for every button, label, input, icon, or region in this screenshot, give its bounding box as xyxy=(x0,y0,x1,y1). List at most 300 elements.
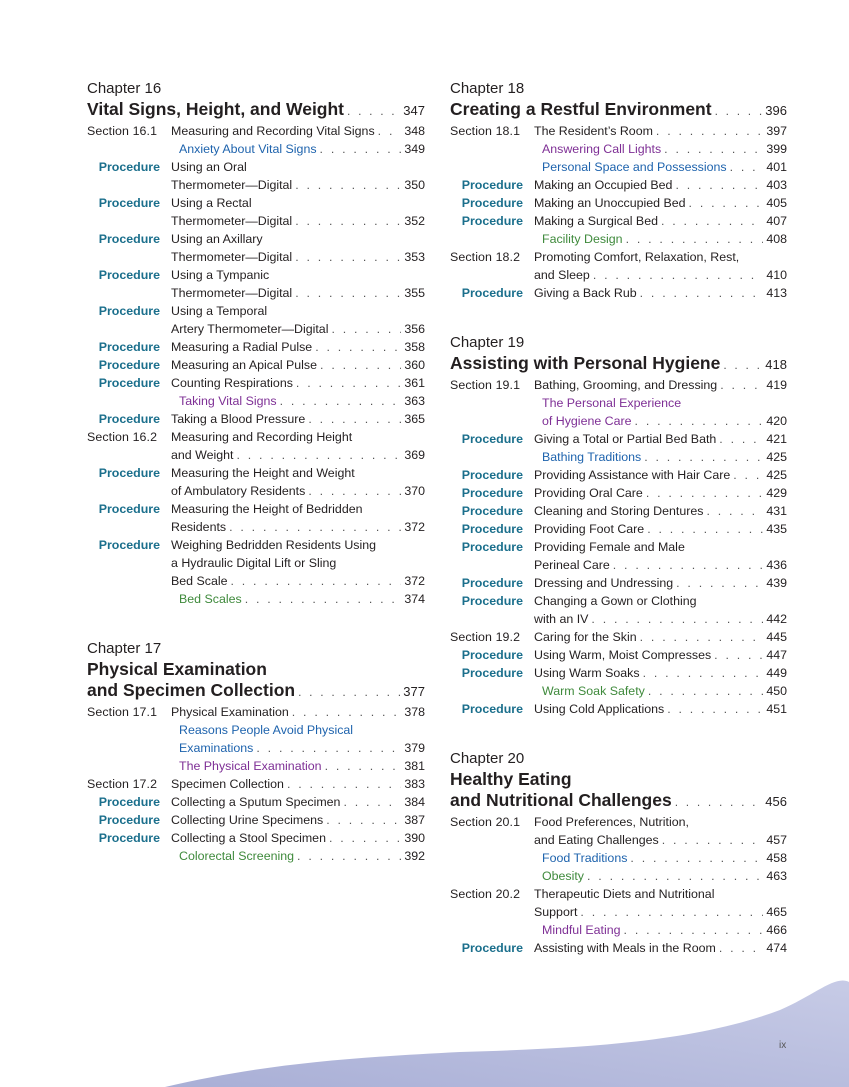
page-number: 383 xyxy=(404,777,425,791)
toc-line xyxy=(534,831,787,849)
page-number: 456 xyxy=(765,794,787,809)
entry-title xyxy=(179,757,425,775)
procedure-label: Procedure xyxy=(461,941,523,955)
label-spacer xyxy=(450,849,523,867)
toc-entry-section[interactable] xyxy=(450,813,787,849)
toc-entry-procedure[interactable] xyxy=(87,194,425,230)
page-number: 403 xyxy=(766,178,787,192)
toc-line xyxy=(534,939,787,957)
toc-line xyxy=(542,230,787,248)
toc-line xyxy=(542,849,787,867)
dot-leader xyxy=(326,811,401,829)
section-label: Section 19.1 xyxy=(450,378,521,392)
entry-text: Cleaning and Storing Dentures xyxy=(534,504,704,518)
page-number: 457 xyxy=(766,833,787,847)
toc-entry-procedure[interactable] xyxy=(87,811,425,829)
dot-leader xyxy=(378,122,402,140)
toc-line xyxy=(542,448,787,466)
toc-entry-feature[interactable] xyxy=(87,847,425,865)
toc-entry-feature[interactable] xyxy=(450,448,787,466)
toc-line xyxy=(534,574,787,592)
entry-text-line: Measuring and Recording Height xyxy=(171,430,353,444)
toc-line xyxy=(534,284,787,302)
chapter-label: Chapter 18 xyxy=(450,80,525,97)
dot-leader xyxy=(296,374,401,392)
dot-leader xyxy=(723,355,762,376)
section-label: Section 19.2 xyxy=(450,630,521,644)
entry-title xyxy=(542,921,787,939)
toc-entry-feature[interactable] xyxy=(87,140,425,158)
chapter-block xyxy=(450,79,787,302)
dot-leader xyxy=(648,682,763,700)
dot-leader xyxy=(676,574,763,592)
toc-entry-feature[interactable] xyxy=(450,921,787,939)
entry-title xyxy=(179,590,425,608)
entry-title xyxy=(179,392,425,410)
dot-leader xyxy=(644,448,763,466)
dot-leader xyxy=(297,847,401,865)
toc-entry-procedure[interactable] xyxy=(87,536,425,590)
entry-text: and Specimen Collection xyxy=(87,680,296,700)
entry-title xyxy=(171,338,425,356)
entry-title xyxy=(534,248,787,284)
page-number: 356 xyxy=(404,322,425,336)
entry-text: Colorectal Screening xyxy=(179,849,295,863)
page-number: 401 xyxy=(766,160,787,174)
toc-entry-procedure[interactable] xyxy=(87,500,425,536)
toc-line xyxy=(542,140,787,158)
entry-title xyxy=(534,939,787,957)
page-number: 451 xyxy=(766,702,787,716)
page-number: 352 xyxy=(404,214,425,228)
procedure-label: Procedure xyxy=(98,795,160,809)
entry-text: Thermometer—Digital xyxy=(171,214,293,228)
toc-line xyxy=(171,811,425,829)
toc-entry-procedure[interactable] xyxy=(87,793,425,811)
entry-text: Giving a Total or Partial Bed Bath xyxy=(534,432,717,446)
entry-text: and Sleep xyxy=(534,268,590,282)
page-number: 421 xyxy=(766,432,787,446)
procedure-label: Procedure xyxy=(98,538,160,552)
entry-text: of Hygiene Care xyxy=(542,414,632,428)
entry-text: Artery Thermometer—Digital xyxy=(171,322,329,336)
procedure-label: Procedure xyxy=(98,340,160,354)
entry-text: Vital Signs, Height, and Weight xyxy=(87,99,345,119)
toc-entry-procedure[interactable] xyxy=(450,466,787,484)
label-spacer xyxy=(450,158,523,176)
toc-line xyxy=(171,284,425,302)
entry-text: and Eating Challenges xyxy=(534,833,659,847)
dot-leader xyxy=(647,520,763,538)
toc-line xyxy=(534,556,787,574)
toc-entry-procedure[interactable] xyxy=(450,502,787,520)
chapter-block xyxy=(87,639,425,865)
toc-entry-procedure[interactable] xyxy=(450,592,787,628)
label-spacer xyxy=(87,392,160,410)
toc-entry-procedure[interactable] xyxy=(450,939,787,957)
entry-title xyxy=(534,194,787,212)
toc-entry-procedure[interactable] xyxy=(450,700,787,718)
chapter-title xyxy=(87,99,425,122)
entry-text: Providing Foot Care xyxy=(534,522,645,536)
entry-text: Perineal Care xyxy=(534,558,610,572)
dot-leader xyxy=(320,140,402,158)
entry-text: Measuring and Recording Vital Signs xyxy=(171,124,375,138)
dot-leader xyxy=(325,757,402,775)
entry-title xyxy=(534,628,787,646)
dot-leader xyxy=(343,793,401,811)
entry-text: Collecting a Stool Specimen xyxy=(171,831,326,845)
toc-entry-feature[interactable] xyxy=(87,590,425,608)
procedure-label: Procedure xyxy=(461,576,523,590)
toc-line xyxy=(171,703,425,721)
entry-title xyxy=(534,484,787,502)
page-number: 397 xyxy=(766,124,787,138)
toc-entry-section[interactable] xyxy=(87,428,425,464)
toc-entry-section[interactable] xyxy=(450,122,787,140)
entry-text-line: Weighing Bedridden Residents Using xyxy=(171,538,377,552)
toc-entry-procedure[interactable] xyxy=(450,194,787,212)
entry-text: Support xyxy=(534,905,578,919)
page-number: 465 xyxy=(766,905,787,919)
page-number: 365 xyxy=(404,412,425,426)
toc-line xyxy=(179,140,425,158)
page-number: 405 xyxy=(766,196,787,210)
toc-entry-procedure[interactable] xyxy=(450,484,787,502)
dot-leader xyxy=(624,921,764,939)
label-spacer xyxy=(87,847,160,865)
page-number: 379 xyxy=(404,741,425,755)
entry-title xyxy=(171,194,425,230)
toc-line xyxy=(179,590,425,608)
toc-entry-section[interactable] xyxy=(450,376,787,394)
toc-line xyxy=(87,99,425,122)
entry-text-line: Providing Female and Male xyxy=(534,540,685,554)
section-label: Section 16.2 xyxy=(87,430,158,444)
chapter-title xyxy=(87,659,425,703)
toc-line xyxy=(534,376,787,394)
toc-entry-section[interactable] xyxy=(87,703,425,721)
entry-text: Examinations xyxy=(179,741,254,755)
dot-leader xyxy=(715,101,763,122)
entry-title xyxy=(171,703,425,721)
page-number: 439 xyxy=(766,576,787,590)
toc-entry-feature[interactable] xyxy=(450,682,787,700)
toc-line xyxy=(534,266,787,284)
entry-text: Using Cold Applications xyxy=(534,702,665,716)
toc-entry-procedure[interactable] xyxy=(87,464,425,500)
toc-entry-procedure[interactable] xyxy=(450,520,787,538)
dot-leader xyxy=(664,140,763,158)
toc-entry-procedure[interactable] xyxy=(87,338,425,356)
page-number: 413 xyxy=(766,286,787,300)
toc-entry-feature[interactable] xyxy=(450,867,787,885)
toc-entry-feature[interactable] xyxy=(87,392,425,410)
entry-text: Collecting a Sputum Specimen xyxy=(171,795,341,809)
dot-leader xyxy=(643,664,764,682)
page-number: 445 xyxy=(766,630,787,644)
page-number: 369 xyxy=(404,448,425,462)
entry-title xyxy=(542,394,787,430)
toc-entry-feature[interactable] xyxy=(450,230,787,248)
dot-leader xyxy=(331,320,401,338)
dot-leader xyxy=(245,590,402,608)
entry-text: Providing Assistance with Hair Care xyxy=(534,468,731,482)
toc-line xyxy=(450,353,787,376)
entry-text: Bed Scales xyxy=(179,592,242,606)
entry-title xyxy=(179,847,425,865)
dot-leader xyxy=(308,482,401,500)
entry-text: Mindful Eating xyxy=(542,923,621,937)
toc-entry-procedure[interactable] xyxy=(450,646,787,664)
toc-entry-procedure[interactable] xyxy=(87,356,425,374)
chapter-label: Chapter 17 xyxy=(87,640,162,657)
page-number: 425 xyxy=(766,450,787,464)
toc-entry-procedure[interactable] xyxy=(87,410,425,428)
dot-leader xyxy=(640,628,764,646)
page-number: 449 xyxy=(766,666,787,680)
entry-text: Thermometer—Digital xyxy=(171,178,293,192)
page-number: 353 xyxy=(404,250,425,264)
dot-leader xyxy=(593,266,764,284)
toc-line xyxy=(542,158,787,176)
page-number: 399 xyxy=(766,142,787,156)
toc-entry-procedure[interactable] xyxy=(87,266,425,302)
toc-entry-procedure[interactable] xyxy=(87,829,425,847)
dot-leader xyxy=(329,829,401,847)
toc-entry-procedure[interactable] xyxy=(450,538,787,574)
toc-entry-feature[interactable] xyxy=(87,721,425,757)
dot-leader xyxy=(320,356,401,374)
procedure-label: Procedure xyxy=(461,196,523,210)
entry-text-line: Promoting Comfort, Relaxation, Rest, xyxy=(534,250,740,264)
chapter-block xyxy=(450,749,787,957)
chapter-title-line: Physical Examination xyxy=(87,659,267,679)
toc-line xyxy=(171,338,425,356)
toc-entry-procedure[interactable] xyxy=(87,374,425,392)
page-number: 377 xyxy=(403,684,425,699)
entry-title xyxy=(534,700,787,718)
entry-text: Thermometer—Digital xyxy=(171,250,293,264)
entry-text: Providing Oral Care xyxy=(534,486,643,500)
toc-entry-procedure[interactable] xyxy=(87,158,425,194)
toc-entry-procedure[interactable] xyxy=(450,664,787,682)
toc-line xyxy=(171,410,425,428)
toc-entry-procedure[interactable] xyxy=(450,176,787,194)
page-number: 381 xyxy=(404,759,425,773)
page-number: 436 xyxy=(766,558,787,572)
dot-leader xyxy=(733,466,763,484)
toc-entry-procedure[interactable] xyxy=(450,430,787,448)
dot-leader xyxy=(295,176,401,194)
dot-leader xyxy=(719,939,764,957)
toc-line xyxy=(171,356,425,374)
label-spacer xyxy=(87,590,160,608)
page-number: 349 xyxy=(404,142,425,156)
entry-text-line: Changing a Gown or Clothing xyxy=(534,594,697,608)
procedure-label: Procedure xyxy=(98,358,160,372)
procedure-label: Procedure xyxy=(461,468,523,482)
toc-line xyxy=(450,790,787,813)
toc-entry-feature[interactable] xyxy=(450,394,787,430)
page-number: 463 xyxy=(766,869,787,883)
toc-line xyxy=(171,320,425,338)
dot-leader xyxy=(675,176,763,194)
section-label: Section 18.1 xyxy=(450,124,521,138)
entry-text: Bathing, Grooming, and Dressing xyxy=(534,378,718,392)
toc-line xyxy=(534,646,787,664)
procedure-label: Procedure xyxy=(461,486,523,500)
entry-title xyxy=(542,140,787,158)
entry-text: Measuring an Apical Pulse xyxy=(171,358,318,372)
toc-entry-feature[interactable] xyxy=(450,158,787,176)
entry-text-line: Using a Tympanic xyxy=(171,268,270,282)
entry-text: with an IV xyxy=(534,612,589,626)
toc-entry-procedure[interactable] xyxy=(87,230,425,266)
entry-text: and Weight xyxy=(171,448,234,462)
toc-entry-section[interactable] xyxy=(450,885,787,921)
entry-title xyxy=(171,500,425,536)
dot-leader xyxy=(719,430,763,448)
page-number: 474 xyxy=(766,941,787,955)
entry-title xyxy=(171,266,425,302)
procedure-label: Procedure xyxy=(461,214,523,228)
toc-line xyxy=(179,757,425,775)
page-number: 420 xyxy=(766,414,787,428)
toc-line xyxy=(534,430,787,448)
toc-entry-feature[interactable] xyxy=(87,757,425,775)
page-number: ix xyxy=(779,1040,787,1051)
toc-entry-procedure[interactable] xyxy=(450,574,787,592)
entry-title xyxy=(534,284,787,302)
entry-title xyxy=(534,212,787,230)
entry-title xyxy=(171,356,425,374)
section-label: Section 16.1 xyxy=(87,124,158,138)
section-label: Section 20.1 xyxy=(450,815,521,829)
toc-entry-procedure[interactable] xyxy=(87,302,425,338)
page-number: 390 xyxy=(404,831,425,845)
entry-title xyxy=(534,664,787,682)
entry-text: Physical Examination xyxy=(171,705,289,719)
chapter-label: Chapter 20 xyxy=(450,750,525,767)
dot-leader xyxy=(236,446,401,464)
toc-entry-section[interactable] xyxy=(87,122,425,140)
page-number: 466 xyxy=(766,923,787,937)
label-spacer xyxy=(87,721,160,757)
procedure-label: Procedure xyxy=(461,648,523,662)
toc-line xyxy=(171,374,425,392)
procedure-label: Procedure xyxy=(98,160,160,174)
toc-column-right xyxy=(450,79,787,988)
entry-text: and Nutritional Challenges xyxy=(450,790,672,810)
toc-column-left xyxy=(87,79,425,896)
entry-title xyxy=(534,592,787,628)
page-number: 348 xyxy=(404,124,425,138)
procedure-label: Procedure xyxy=(461,432,523,446)
toc-entry-feature[interactable] xyxy=(450,140,787,158)
page-number: 447 xyxy=(766,648,787,662)
page-number: 372 xyxy=(404,520,425,534)
procedure-label: Procedure xyxy=(98,196,160,210)
entry-title xyxy=(171,428,425,464)
entry-title xyxy=(542,682,787,700)
page-number: 408 xyxy=(766,232,787,246)
page-number: 387 xyxy=(404,813,425,827)
entry-title xyxy=(534,176,787,194)
toc-line xyxy=(534,664,787,682)
toc-entry-section[interactable] xyxy=(450,248,787,284)
entry-text: Specimen Collection xyxy=(171,777,284,791)
label-spacer xyxy=(450,682,523,700)
dot-leader xyxy=(640,284,764,302)
dot-leader xyxy=(280,392,402,410)
entry-text: Dressing and Undressing xyxy=(534,576,674,590)
entry-title xyxy=(171,158,425,194)
entry-text-line: Using a Temporal xyxy=(171,304,268,318)
entry-title xyxy=(534,646,787,664)
page-number: 431 xyxy=(766,504,787,518)
toc-entry-procedure[interactable] xyxy=(450,284,787,302)
label-spacer xyxy=(450,140,523,158)
section-label: Section 17.2 xyxy=(87,777,158,791)
page-number: 384 xyxy=(404,795,425,809)
dot-leader xyxy=(675,792,763,813)
toc-line xyxy=(179,847,425,865)
dot-leader xyxy=(229,518,401,536)
chapter-block xyxy=(450,333,787,718)
label-spacer xyxy=(450,867,523,885)
entry-text: The Resident’s Room xyxy=(534,124,653,138)
toc-entry-procedure[interactable] xyxy=(450,212,787,230)
toc-entry-feature[interactable] xyxy=(450,849,787,867)
entry-title xyxy=(534,885,787,921)
procedure-label: Procedure xyxy=(461,702,523,716)
entry-title xyxy=(534,376,787,394)
toc-entry-section[interactable] xyxy=(450,628,787,646)
page-number: 372 xyxy=(404,574,425,588)
entry-title xyxy=(534,502,787,520)
dot-leader xyxy=(591,610,763,628)
entry-title xyxy=(171,374,425,392)
entry-title xyxy=(534,538,787,574)
dot-leader xyxy=(347,101,400,122)
entry-text: The Physical Examination xyxy=(179,759,322,773)
entry-title xyxy=(171,536,425,590)
dot-leader xyxy=(298,682,400,703)
toc-entry-section[interactable] xyxy=(87,775,425,793)
toc-line xyxy=(534,520,787,538)
dot-leader xyxy=(230,572,401,590)
entry-text: Measuring a Radial Pulse xyxy=(171,340,313,354)
entry-title xyxy=(179,140,425,158)
page-number: 418 xyxy=(765,357,787,372)
entry-title xyxy=(171,775,425,793)
page-number: 361 xyxy=(404,376,425,390)
dot-leader xyxy=(689,194,764,212)
page-number: 458 xyxy=(766,851,787,865)
page-number: 355 xyxy=(404,286,425,300)
dot-leader xyxy=(580,903,763,921)
dot-leader xyxy=(287,775,401,793)
procedure-label: Procedure xyxy=(98,268,160,282)
page-number: 396 xyxy=(765,103,787,118)
procedure-label: Procedure xyxy=(98,466,160,480)
entry-text: Taking Vital Signs xyxy=(179,394,277,408)
page-number: 450 xyxy=(766,684,787,698)
procedure-label: Procedure xyxy=(98,502,160,516)
entry-text: Assisting with Personal Hygiene xyxy=(450,353,721,373)
page-number: 392 xyxy=(404,849,425,863)
